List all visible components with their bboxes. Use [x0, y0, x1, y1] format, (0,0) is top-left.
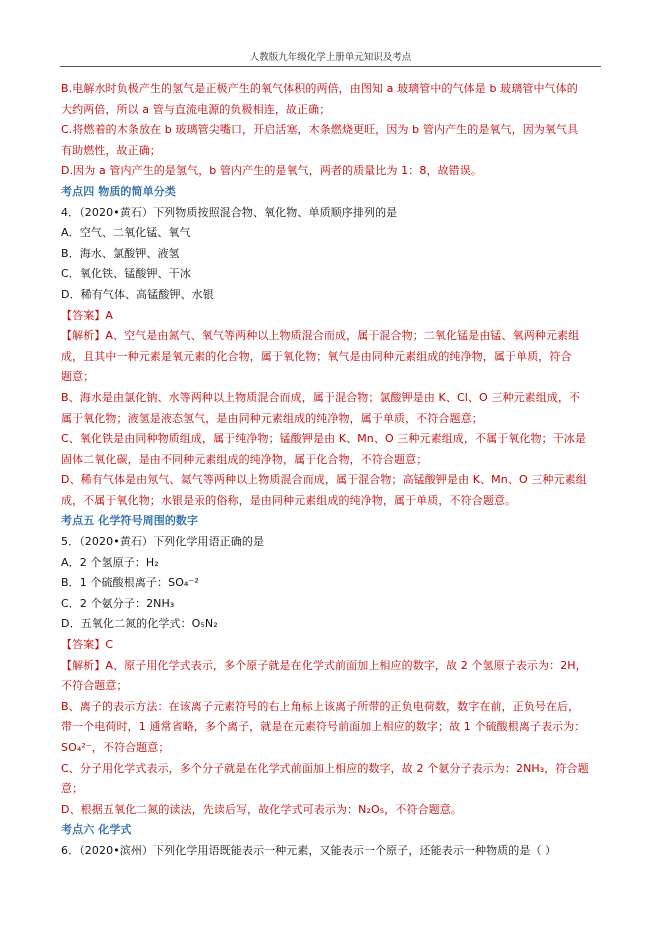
text-line: 5．（2020•黄石）下列化学用语正确的是: [61, 535, 265, 549]
text-line: 【解析】A、空气是由氮气、氧气等两种以上物质混合而成，属于混合物；二氧化锰是由锰、氧两种元素组: [61, 329, 580, 343]
text-line: B、海水是由氯化钠、水等两种以上物质混合而成，属于混合物；氯酸钾是由 K、Cl、O 三种元素组成，不: [61, 390, 581, 404]
text-line: B.电解水时负极产生的氢气是正极产生的氧气体积的两倍，由图知 a 玻璃管中的气体是 b 玻璃管中气体的: [61, 82, 578, 95]
text-line: D、稀有气体是由氖气、氦气等两种以上物质混合而成，属于混合物；高锰酸钾是由 K、Mn、O 三种元素组: [61, 473, 587, 487]
text-line: D、根据五氧化二氮的读法，先读后写，故化学式可表示为：N₂O₅，不符合题意。: [61, 802, 462, 816]
text-line: 成，不属于氧化物；水银是汞的俗称，是由同种元素组成的纯净物，属于单质，不符合题意。: [61, 493, 517, 507]
text-line: D.因为 a 管内产生的是氢气，b 管内产生的是氧气，两者的质量比为 1：8，故错误。: [61, 164, 482, 178]
section-heading: 考点六 化学式: [61, 823, 132, 837]
text-line: 带一个电荷时，1 通常省略，多个离子，就是在元素符号前面加上相应的数字；故 1 个硫酸根离子表示为：: [61, 720, 586, 734]
document-body: [61, 79, 601, 862]
text-line: 成，且其中一种元素是氧元素的化合物，属于氧化物；氧气是由同种元素组成的纯净物，属于单质，符合: [61, 349, 572, 363]
text-line: 题意；: [61, 370, 95, 384]
text-line: B．1 个硫酸根离子：SO₄⁻²: [61, 576, 199, 590]
text-line: A．2 个氢原子：H₂: [61, 555, 159, 569]
text-line: B．海水、氯酸钾、液氢: [61, 246, 180, 260]
answer-line: 【答案】A: [61, 308, 114, 322]
text-line: D．稀有气体、高锰酸钾、水银: [61, 287, 214, 301]
text-line: C、氧化铁是由同种物质组成，属于纯净物；锰酸钾是由 K、Mn、O 三种元素组成，不属于氧化物；干冰是: [61, 432, 587, 446]
text-line: C．氧化铁、锰酸钾、干冰: [61, 267, 191, 281]
text-line: 6．（2020•滨州）下列化学用语既能表示一种元素，又能表示一个原子，还能表示一种物质的是（ ）: [61, 843, 557, 857]
text-line: B、离子的表示方法：在该离子元素符号的右上角标上该离子所带的正负电荷数，数字在前，正负号在后，: [61, 699, 580, 713]
section-heading: 考点四 物质的简单分类: [61, 184, 176, 198]
answer-line: 【答案】C: [61, 638, 114, 652]
text-line: C、分子用化学式表示，多个分子就是在化学式前面加上相应的数字，故 2 个氨分子表示为：2NH₃，符合题: [61, 761, 589, 775]
page-header: 人教版九年级化学上册单元知识及考点: [249, 52, 412, 63]
text-line: 大约两倍，所以 a 管与直流电源的负极相连，故正确；: [61, 102, 331, 116]
text-line: C．2 个氨分子：2NH₃: [61, 596, 175, 610]
text-line: C.将燃着的木条放在 b 玻璃管尖嘴口，开启活塞，木条燃烧更旺，因为 b 管内产生的是氧气，因为氧气具: [61, 123, 579, 137]
header-rule: [60, 66, 601, 67]
text-line: 4．（2020•黄石）下列物质按照混合物、氧化物、单质顺序排列的是: [61, 205, 398, 219]
text-line: 固体二氧化碳，是由不同种元素组成的纯净物，属于化合物，不符合题意；: [61, 452, 428, 466]
text-line: 属于氧化物；液氢是液态氢气，是由同种元素组成的纯净物，属于单质，不符合题意；: [61, 411, 483, 425]
text-line: SO₄²⁻，不符合题意；: [61, 741, 170, 754]
text-line: 意；: [61, 782, 84, 796]
section-heading: 考点五 化学符号周围的数字: [61, 514, 199, 528]
text-line: 不符合题意；: [61, 679, 128, 693]
text-line: D．五氧化二氮的化学式：O₅N₂: [61, 617, 218, 631]
text-line: A．空气、二氧化锰、氧气: [61, 226, 191, 240]
text-line: 【解析】A、原子用化学式表示，多个原子就是在化学式前面加上相应的数字，故 2 个氢原子表示为：2H，: [61, 658, 587, 672]
text-line: 有助燃性，故正确；: [61, 143, 161, 157]
